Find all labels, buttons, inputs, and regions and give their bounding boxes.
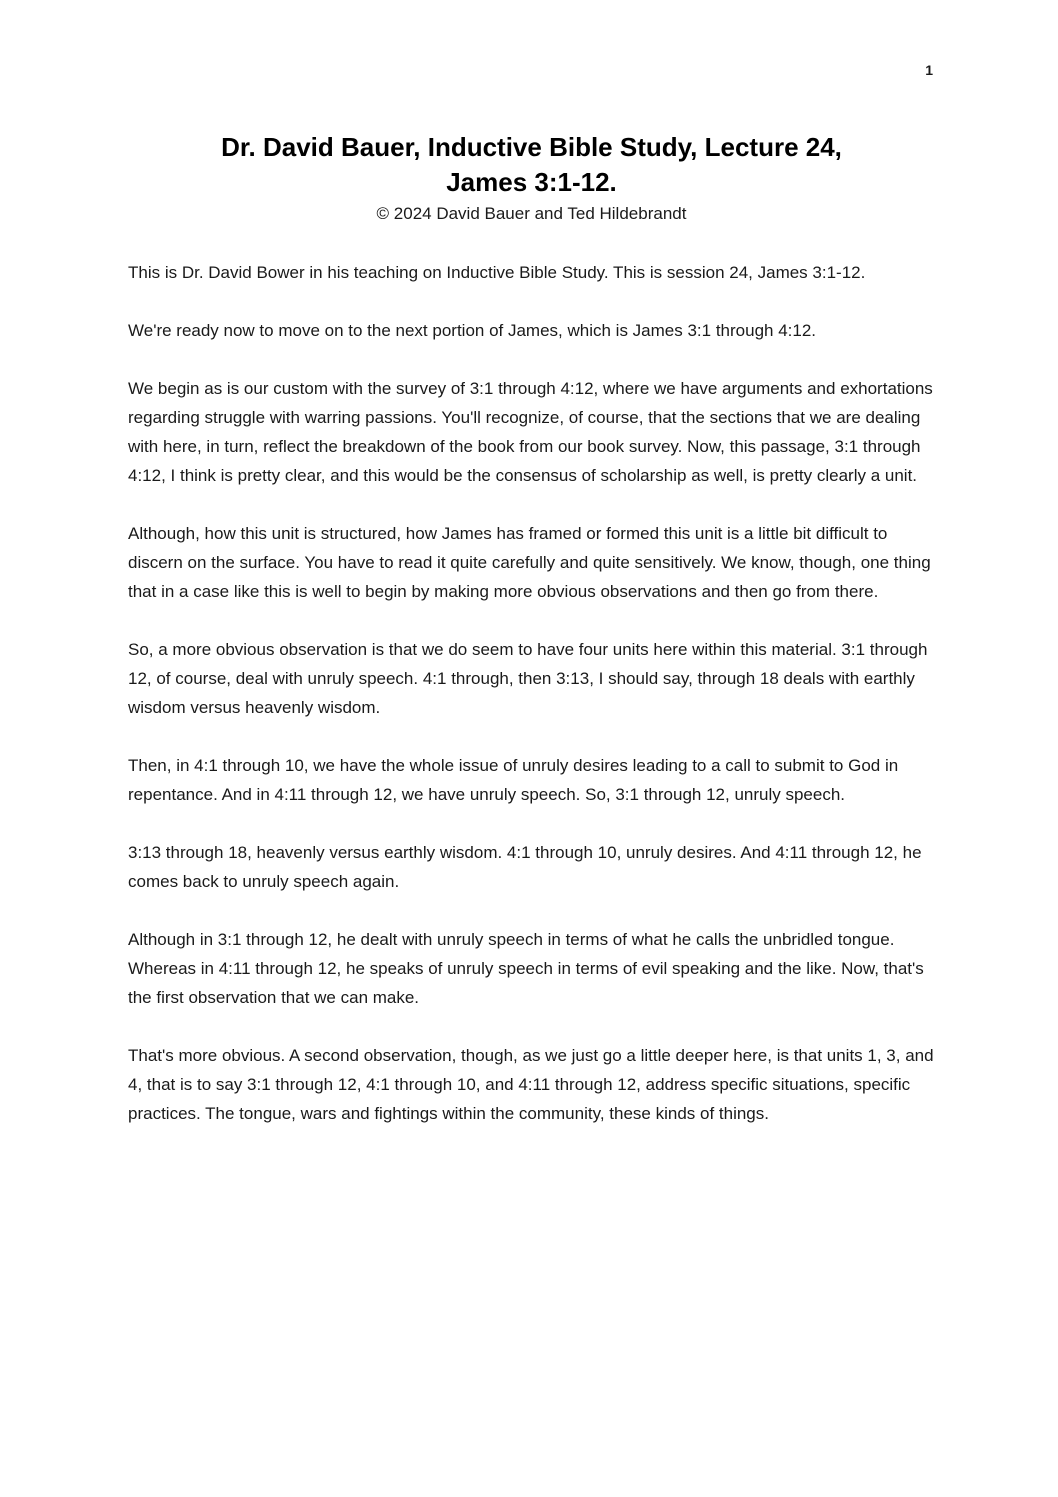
copyright-line: © 2024 David Bauer and Ted Hildebrandt [376,204,687,224]
document-title-line-1: Dr. David Bauer, Inductive Bible Study, Lecture 24, [221,132,842,162]
paragraph-1: This is Dr. David Bower in his teaching on Inductive Bible Study. This is session 24, James 3:1-12. [128,263,866,283]
paragraph-8: Although in 3:1 through 12, he dealt with unruly speech in terms of what he calls the unbridled tongue. Whereas in 4:11 through 12, he speaks of unruly speech in terms of evil speaking and the like. Now, that's the first observation that we can make. [128,930,924,1008]
paragraph-9: That's more obvious. A second observation, though, as we just go a little deeper here, is that units 1, 3, and 4, that is to say 3:1 through 12, 4:1 through 10, and 4:11 through 12, address specific situations, specific practices. The tongue, wars and fightings within the community, these kinds of things. [128,1046,934,1124]
paragraph-3: We begin as is our custom with the survey of 3:1 through 4:12, where we have arguments and exhortations regarding struggle with warring passions. You'll recognize, of course, that the sections that we are dealing with here, in turn, reflect the breakdown of the book from our book survey. Now, this passage, 3:1 through 4:12, I think is pretty clear, and this would be the consensus of scholarship as well, is pretty clearly a unit. [128,379,933,486]
paragraph-2: We're ready now to move on to the next portion of James, which is James 3:1 through 4:12. [128,321,817,341]
document-title-line-2: James 3:1-12. [446,167,617,198]
paragraph-4: Although, how this unit is structured, how James has framed or formed this unit is a little bit difficult to discern on the surface. You have to read it quite carefully and quite sensitively. We know, though, one thing that in a case like this is well to begin by making more obvious observations and then go from there. [128,524,931,602]
document-title [128,130,935,200]
document-body [128,258,935,1128]
paragraph-6: Then, in 4:1 through 10, we have the whole issue of unruly desires leading to a call to submit to God in repentance. And in 4:11 through 12, we have unruly speech. So, 3:1 through 12, unruly speech. [128,756,899,805]
paragraph-5: So, a more obvious observation is that we do seem to have four units here within this material. 3:1 through 12, of course, deal with unruly speech. 4:1 through, then 3:13, I should say, through 18 deals with earthly wisdom versus heavenly wisdom. [128,640,928,718]
paragraph-7: 3:13 through 18, heavenly versus earthly wisdom. 4:1 through 10, unruly desires. And 4:11 through 12, he comes back to unruly speech again. [128,843,922,892]
page-number: 1 [925,62,933,78]
